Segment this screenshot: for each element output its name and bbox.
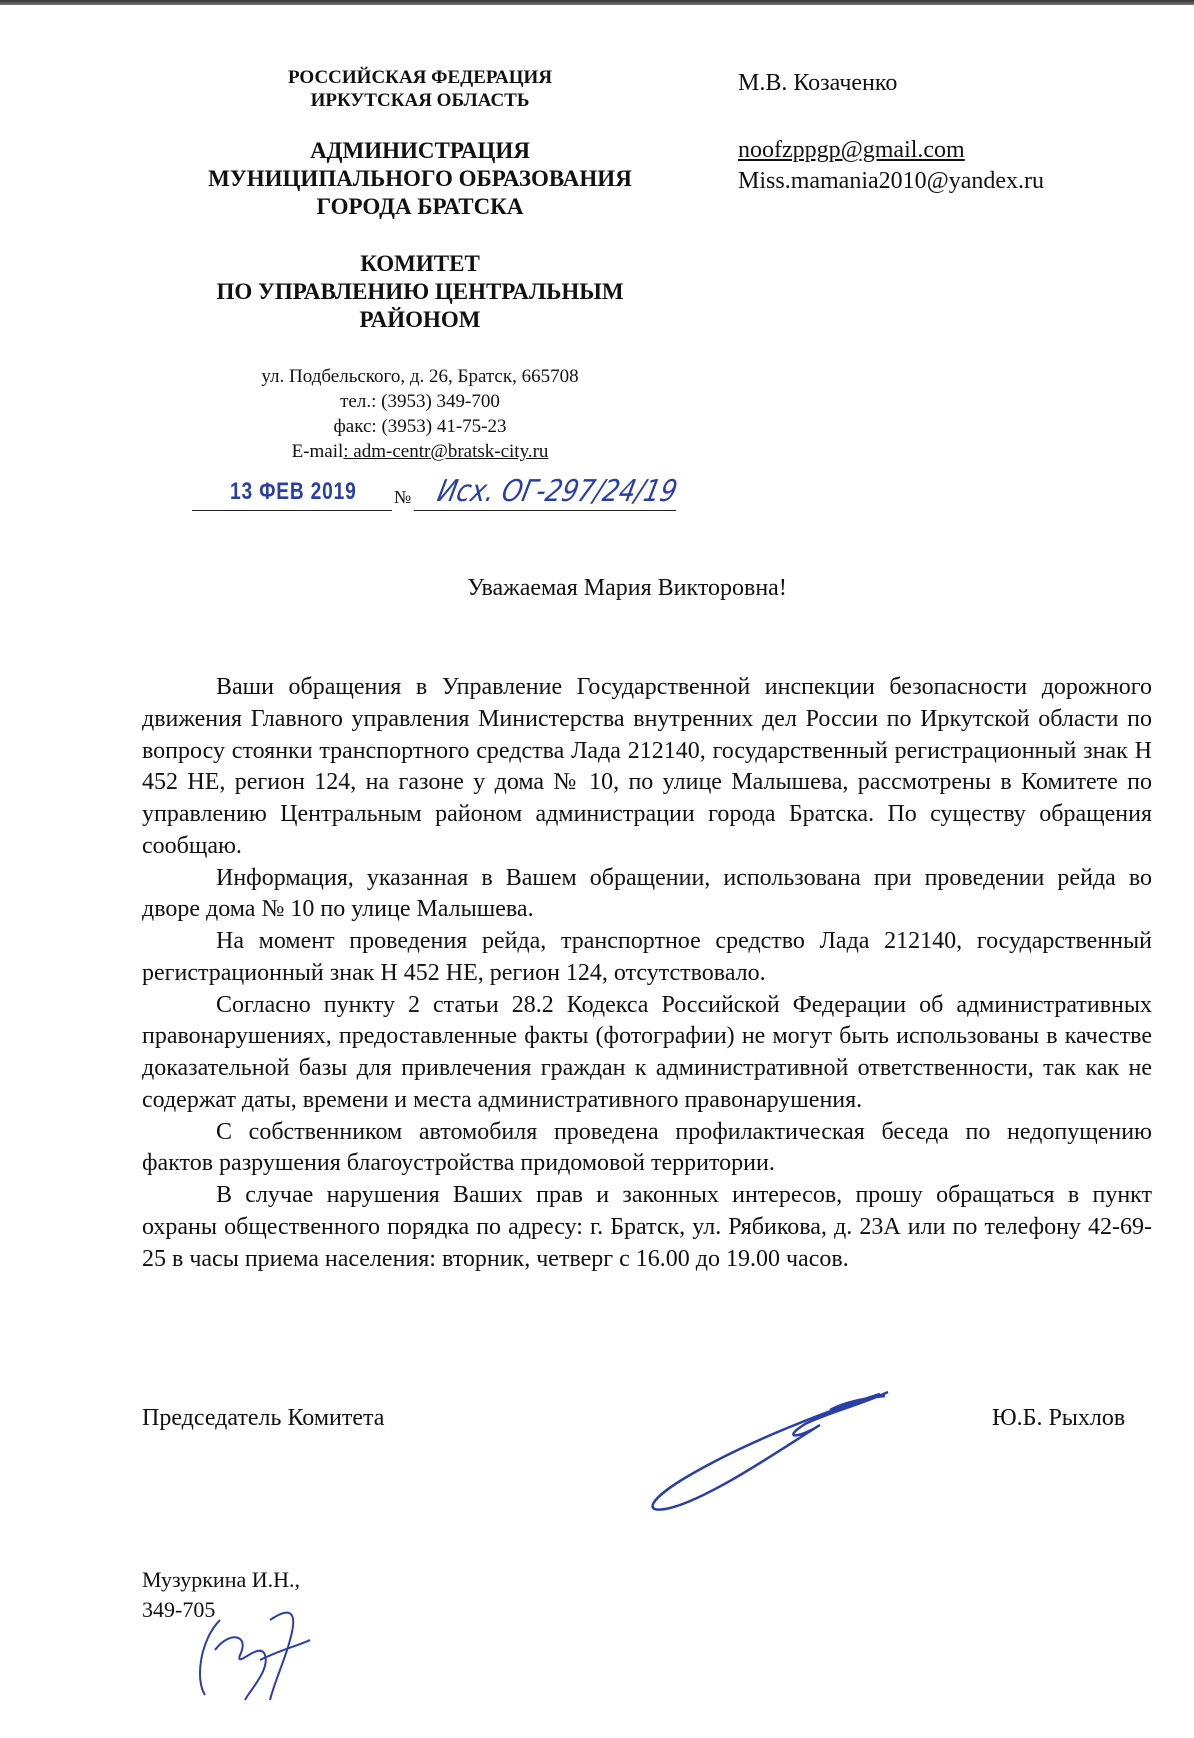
executor-initials-icon [190, 1600, 320, 1710]
paragraph: Ваши обращения в Управление Государственной инспекции безопасности дорожного движения Главного управления Министерства внутренних дел России по Иркутской области по вопросу стоянки транспортного средства Лада 212140, государственный регистрационный знак Н 452 НЕ, регион 124, на газоне у дома № 10, по улице Малышева, рассмотрены в Комитете по управлению Центральным районом администрации города Братска. По существу обращения сообщаю. [142, 674, 1152, 859]
recipient-email[interactable]: Miss.mamania2010@yandex.ru [738, 168, 1045, 194]
fax: факс: (3953) 41-75-23 [333, 416, 507, 437]
email-line [170, 439, 670, 464]
signer-position: Председатель Комитета [142, 1405, 385, 1431]
paragraph: Информация, указанная в Вашем обращении, использована при проведении рейда во дворе дома № 10 по улице Малышева. [142, 864, 1152, 923]
address: ул. Подбельского, д. 26, Братск, 665708 [261, 366, 579, 387]
recipient-email[interactable]: noofzppgp@gmail.com [738, 137, 965, 163]
admin-line: АДМИНИСТРАЦИЯ [310, 138, 530, 163]
outgoing-number: Исх. ОГ-297/24/19 [434, 474, 681, 509]
admin-line: ГОРОДА БРАТСКА [316, 194, 524, 219]
letterhead-committee [150, 250, 690, 334]
email-link[interactable]: : adm-centr@bratsk-city.ru [343, 441, 549, 462]
letterhead-contacts [170, 364, 670, 464]
scan-edge [0, 0, 1194, 5]
greeting: Уважаемая Мария Викторовна! [467, 575, 787, 601]
email-label: E-mail [291, 441, 344, 462]
signature-icon [630, 1380, 900, 1520]
executor-name: Музуркина И.Н., [142, 1567, 301, 1592]
letter-body [142, 672, 1152, 1275]
region: ИРКУТСКАЯ ОБЛАСТЬ [310, 90, 530, 111]
phone: тел.: (3953) 349-700 [340, 391, 500, 412]
executor-phone: 349-705 [142, 1597, 216, 1622]
federation: РОССИЙСКАЯ ФЕДЕРАЦИЯ [287, 67, 553, 88]
letterhead-admin [150, 137, 690, 221]
paragraph: С собственником автомобиля проведена профилактическая беседа по недопущению фактов разрушения благоустройства придомовой территории. [142, 1118, 1152, 1177]
committee-line: ПО УПРАВЛЕНИЮ ЦЕНТРАЛЬНЫМ [216, 279, 624, 304]
signer-name: Ю.Б. Рыхлов [992, 1405, 1126, 1431]
committee-line: КОМИТЕТ [360, 251, 480, 276]
recipient-name: М.В. Козаченко [738, 70, 898, 96]
letterhead-state [150, 66, 690, 112]
admin-line: МУНИЦИПАЛЬНОГО ОБРАЗОВАНИЯ [208, 166, 632, 191]
committee-line: РАЙОНОМ [359, 307, 481, 332]
date-stamp: 13 ФЕВ 2019 [230, 478, 357, 505]
paragraph: Согласно пункту 2 статьи 28.2 Кодекса Российской Федерации об административных правонарушениях, предоставленные факты (фотографии) не могут быть использованы в качестве доказательной базы для привлечения граждан к административной ответственности, так как не содержат даты, времени и места административного правонарушения. [142, 991, 1152, 1113]
paragraph: На момент проведения рейда, транспортное средство Лада 212140, государственный регистрационный знак Н 452 НЕ, регион 124, отсутствовало. [142, 928, 1152, 986]
paragraph: В случае нарушения Ваших прав и законных интересов, прошу обращаться в пункт охраны общественного порядка по адресу: г. Братск, ул. Рябикова, д. 23А или по телефону 42-69-25 в часы приема населения: вторник, четверг с 16.00 до 19.00 часов. [142, 1182, 1152, 1272]
number-label: № [394, 487, 412, 507]
